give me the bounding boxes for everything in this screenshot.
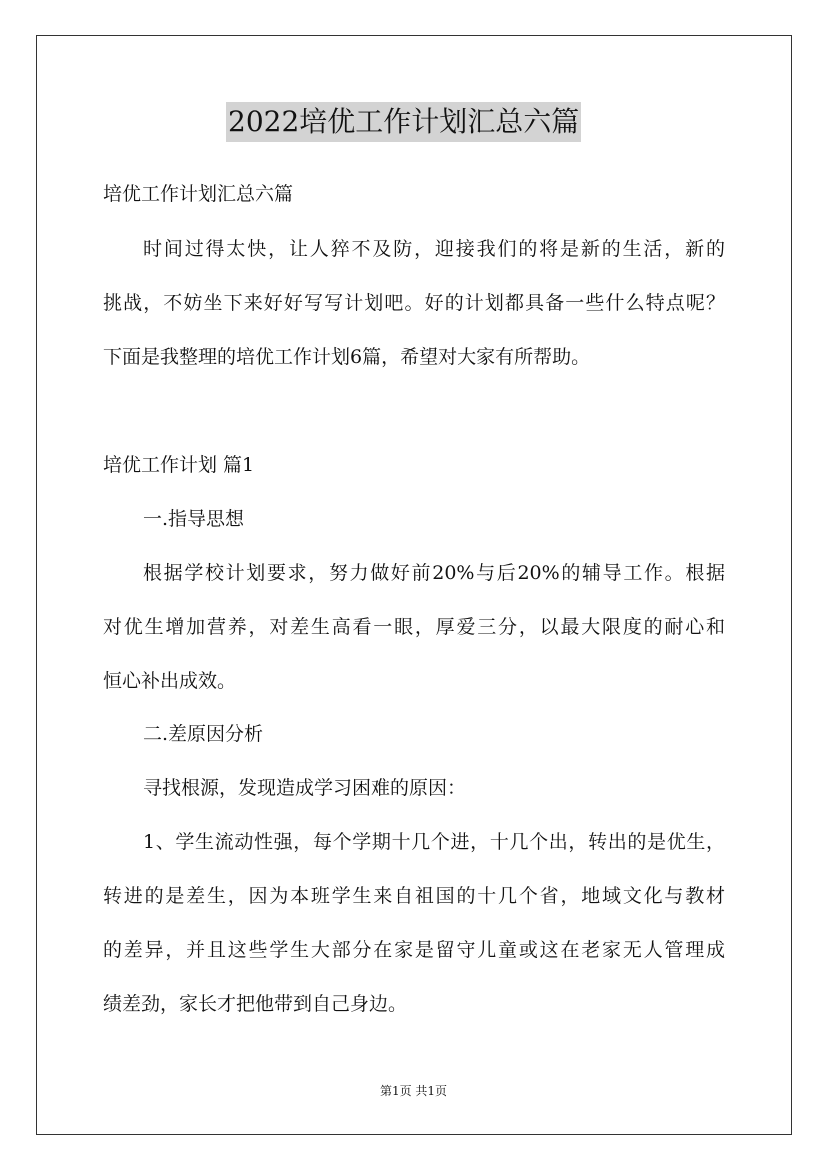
list-item-line: 1、学生流动性强，每个学期十几个进，十几个出，转出的是优生， bbox=[143, 831, 725, 853]
document-subtitle: 培优工作计划汇总六篇 bbox=[103, 183, 294, 205]
paragraph-line: 对优生增加营养，对差生高看一眼，厚爱三分，以最大限度的耐心和 bbox=[103, 616, 725, 638]
page-number-footer: 第1页 共1页 bbox=[379, 1084, 448, 1098]
subsection-heading: 二.差原因分析 bbox=[143, 723, 264, 745]
intro-paragraph-line: 挑战，不妨坐下来好好写写计划吧。好的计划都具备一些什么特点呢？ bbox=[103, 292, 725, 314]
list-item-line: 绩差劲，家长才把他带到自己身边。 bbox=[103, 993, 408, 1015]
section-heading: 培优工作计划 篇1 bbox=[103, 454, 255, 476]
list-item-line: 转进的是差生，因为本班学生来自祖国的十几个省，地域文化与教材 bbox=[103, 885, 725, 907]
paragraph-line: 恒心补出成效。 bbox=[103, 670, 237, 692]
subsection-heading: 一.指导思想 bbox=[143, 508, 245, 530]
document-title: 2022培优工作计划汇总六篇 bbox=[226, 102, 581, 142]
paragraph-line: 根据学校计划要求，努力做好前20%与后20%的辅导工作。根据 bbox=[143, 562, 725, 584]
list-item-line: 的差异，并且这些学生大部分在家是留守儿童或这在老家无人管理成 bbox=[103, 939, 725, 961]
intro-paragraph-line: 下面是我整理的培优工作计划6篇，希望对大家有所帮助。 bbox=[103, 346, 591, 368]
paragraph-line: 寻找根源，发现造成学习困难的原因： bbox=[143, 777, 467, 799]
intro-paragraph-line: 时间过得太快，让人猝不及防，迎接我们的将是新的生活，新的 bbox=[143, 238, 725, 260]
